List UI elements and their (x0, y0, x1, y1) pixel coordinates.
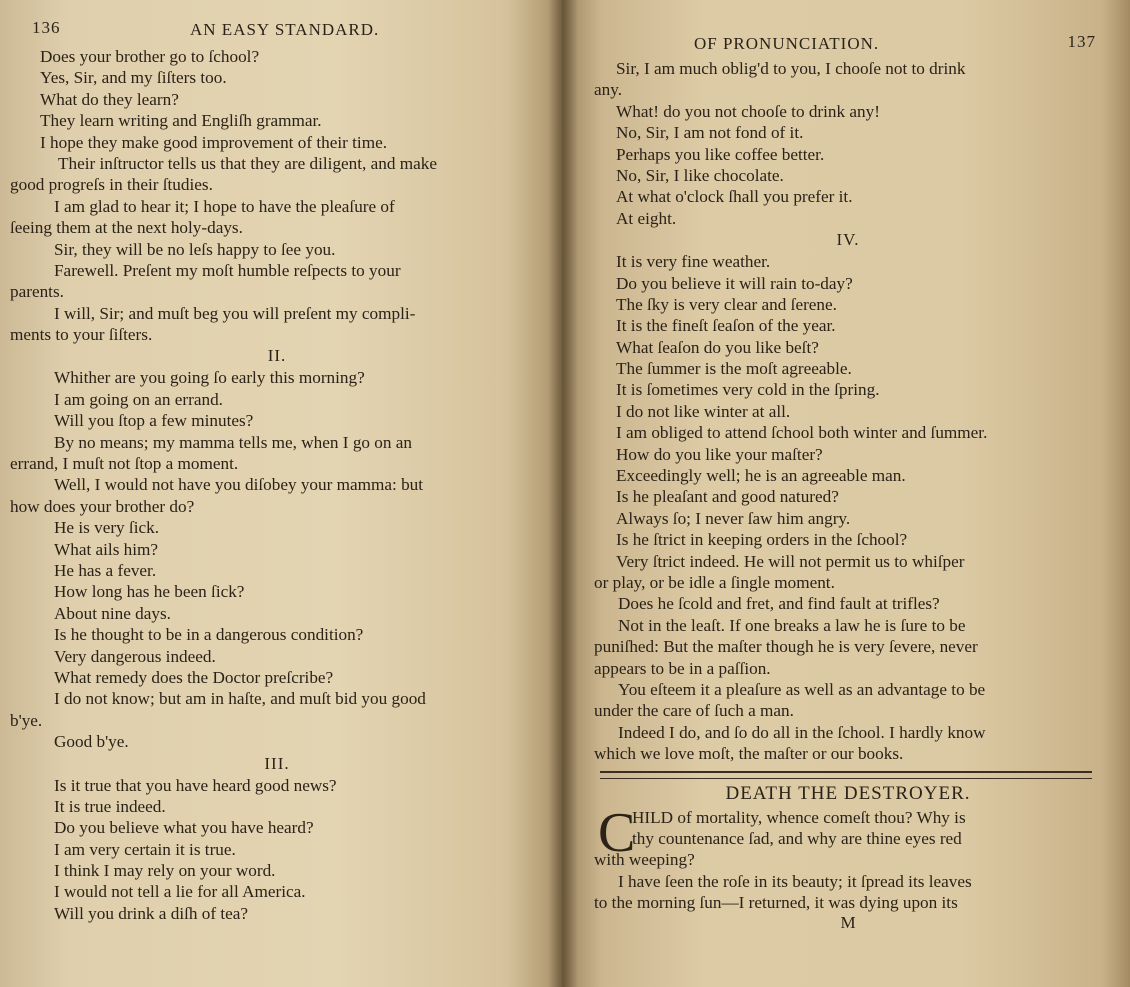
text-line: I will, Sir; and muſt beg you will preſent my compli- (54, 303, 416, 323)
text-line: ments to your ſiſters. (10, 325, 153, 345)
text-line: At what o'clock ſhall you prefer it. (616, 187, 853, 207)
text-line: What ſeaſon do you like beſt? (616, 337, 819, 357)
text-line: Always ſo; I never ſaw him angry. (616, 508, 851, 528)
text-line: He is very ſick. (54, 518, 160, 538)
text-line: About nine days. (54, 603, 171, 623)
text-line: thy countenance ſad, and why are thine eyes red (632, 828, 962, 848)
text-line: I am very certain it is true. (54, 839, 236, 859)
text-line: Exceedingly well; he is an agreeable man. (616, 466, 906, 486)
section-heading: III. (264, 753, 290, 773)
text-line: HILD of mortality, whence comeſt thou? Why is (632, 807, 966, 827)
section-heading: II. (267, 346, 287, 366)
text-line: or play, or be idle a ſingle moment. (594, 572, 835, 592)
dialogue-part-2 (10, 367, 532, 752)
text-line: I do not like winter at all. (616, 401, 791, 421)
text-line: any. (594, 80, 622, 100)
text-line: appears to be in a paſſion. (594, 658, 771, 678)
text-line: What remedy does the Doctor preſcribe? (54, 667, 334, 687)
text-line: How long has he been ſick? (54, 582, 245, 602)
text-line: with weeping? (594, 850, 695, 870)
dialogue-part-2 (594, 251, 1102, 764)
text-line: Do you believe what you have heard? (54, 818, 314, 838)
page-number: 136 (32, 18, 61, 37)
text-line: under the care of ſuch a man. (594, 701, 794, 721)
text-line: good progreſs in their ſtudies. (10, 175, 213, 195)
text-line: Does he ſcold and fret, and find fault at trifles? (618, 594, 940, 614)
text-line: Indeed I do, and ſo do all in the ſchool. I hardly know (618, 722, 986, 742)
text-line: I would not tell a lie for all America. (54, 882, 306, 902)
drop-cap: C (598, 801, 636, 864)
text-line: Yes, Sir, and my ſiſters too. (40, 68, 227, 88)
text-line: Not in the leaſt. If one breaks a law he is ſure to be (618, 615, 966, 635)
dialogue-part-3 (10, 775, 532, 925)
text-line: Is he thought to be in a dangerous condition? (54, 625, 364, 645)
text-line: It is true indeed. (54, 796, 166, 816)
text-line: What! do you not chooſe to drink any! (616, 101, 880, 121)
text-line: Is he pleaſant and good natured? (616, 487, 839, 507)
essay-body (594, 801, 1102, 914)
text-line: Will you drink a diſh of tea? (54, 903, 249, 923)
text-line: Very ſtrict indeed. He will not permit us to whiſper (616, 551, 965, 571)
text-line: to the morning ſun—I returned, it was dying upon its (594, 893, 958, 913)
text-line: which we love moſt, the maſter or our books. (594, 744, 904, 764)
text-line: By no means; my mamma tells me, when I go on an (54, 432, 413, 452)
text-line: I hope they make good improvement of their time. (40, 132, 387, 152)
text-line: Perhaps you like coffee better. (616, 144, 825, 164)
running-head: OF PRONUNCIATION. (694, 34, 880, 53)
text-line: Well, I would not have you diſobey your mamma: but (54, 475, 424, 495)
text-line: puniſhed: But the maſter though he is very ſevere, never (594, 637, 978, 657)
dialogue-part-1 (594, 58, 1102, 229)
text-line: It is ſometimes very cold in the ſpring. (616, 380, 880, 400)
text-line: Will you ſtop a few minutes? (54, 411, 254, 431)
text-line: They learn writing and Engliſh grammar. (40, 111, 322, 131)
text-line: I have ſeen the roſe in its beauty; it ſpread its leaves (618, 871, 972, 891)
text-line: What do they learn? (40, 89, 179, 109)
text-line: Does your brother go to ſchool? (40, 47, 260, 66)
text-line: Do you believe it will rain to-day? (616, 273, 853, 293)
section-heading: IV. (836, 230, 860, 250)
text-line: Good b'ye. (54, 732, 129, 752)
text-line: What ails him? (54, 539, 159, 559)
text-line: I think I may rely on your word. (54, 861, 276, 881)
double-rule-divider (600, 771, 1092, 779)
text-line: Their inſtructor tells us that they are diligent, and make (58, 153, 437, 173)
dialogue-part-1 (10, 46, 532, 345)
text-line: Is it true that you have heard good news? (54, 775, 337, 795)
page-number: 137 (1067, 32, 1096, 51)
text-line: Farewell. Preſent my moſt humble reſpects to your (54, 260, 401, 280)
text-line: errand, I muſt not ſtop a moment. (10, 454, 239, 474)
text-line: It is the fineſt ſeaſon of the year. (616, 316, 836, 336)
text-line: Sir, I am much oblig'd to you, I chooſe not to drink (616, 59, 966, 78)
left-page-header (10, 16, 532, 46)
text-line: I am obliged to attend ſchool both winter and ſummer. (616, 423, 988, 443)
text-line: b'ye. (10, 710, 43, 730)
text-line: At eight. (616, 208, 677, 228)
text-line: No, Sir, I am not fond of it. (616, 123, 804, 143)
text-line: The ſummer is the moſt agreeable. (616, 359, 852, 379)
signature-mark: M (840, 913, 856, 933)
text-line: ſeeing them at the next holy-days. (10, 218, 243, 238)
right-page-header (594, 28, 1102, 58)
essay-title: DEATH THE DESTROYER. (725, 782, 971, 804)
text-line: It is very fine weather. (616, 252, 771, 272)
text-line: No, Sir, I like chocolate. (616, 165, 784, 185)
right-page (562, 0, 1130, 987)
text-line: Is he ſtrict in keeping orders in the ſchool? (616, 530, 908, 550)
text-line: Whither are you going ſo early this morning? (54, 368, 365, 388)
text-line: parents. (10, 282, 64, 302)
text-line: I am going on an errand. (54, 389, 223, 409)
book-gutter (548, 0, 578, 987)
left-page (0, 0, 562, 987)
text-line: How do you like your maſter? (616, 444, 823, 464)
running-head: AN EASY STANDARD. (190, 20, 380, 39)
text-line: You eſteem it a pleaſure as well as an advantage to be (618, 679, 986, 699)
text-line: how does your brother do? (10, 496, 195, 516)
text-line: He has a fever. (54, 560, 157, 580)
text-line: The ſky is very clear and ſerene. (616, 294, 837, 314)
text-line: I am glad to hear it; I hope to have the pleaſure of (54, 196, 395, 216)
text-line: I do not know; but am in haſte, and muſt bid you good (54, 689, 426, 709)
text-line: Sir, they will be no leſs happy to ſee you. (54, 239, 336, 259)
text-line: Very dangerous indeed. (54, 646, 216, 666)
